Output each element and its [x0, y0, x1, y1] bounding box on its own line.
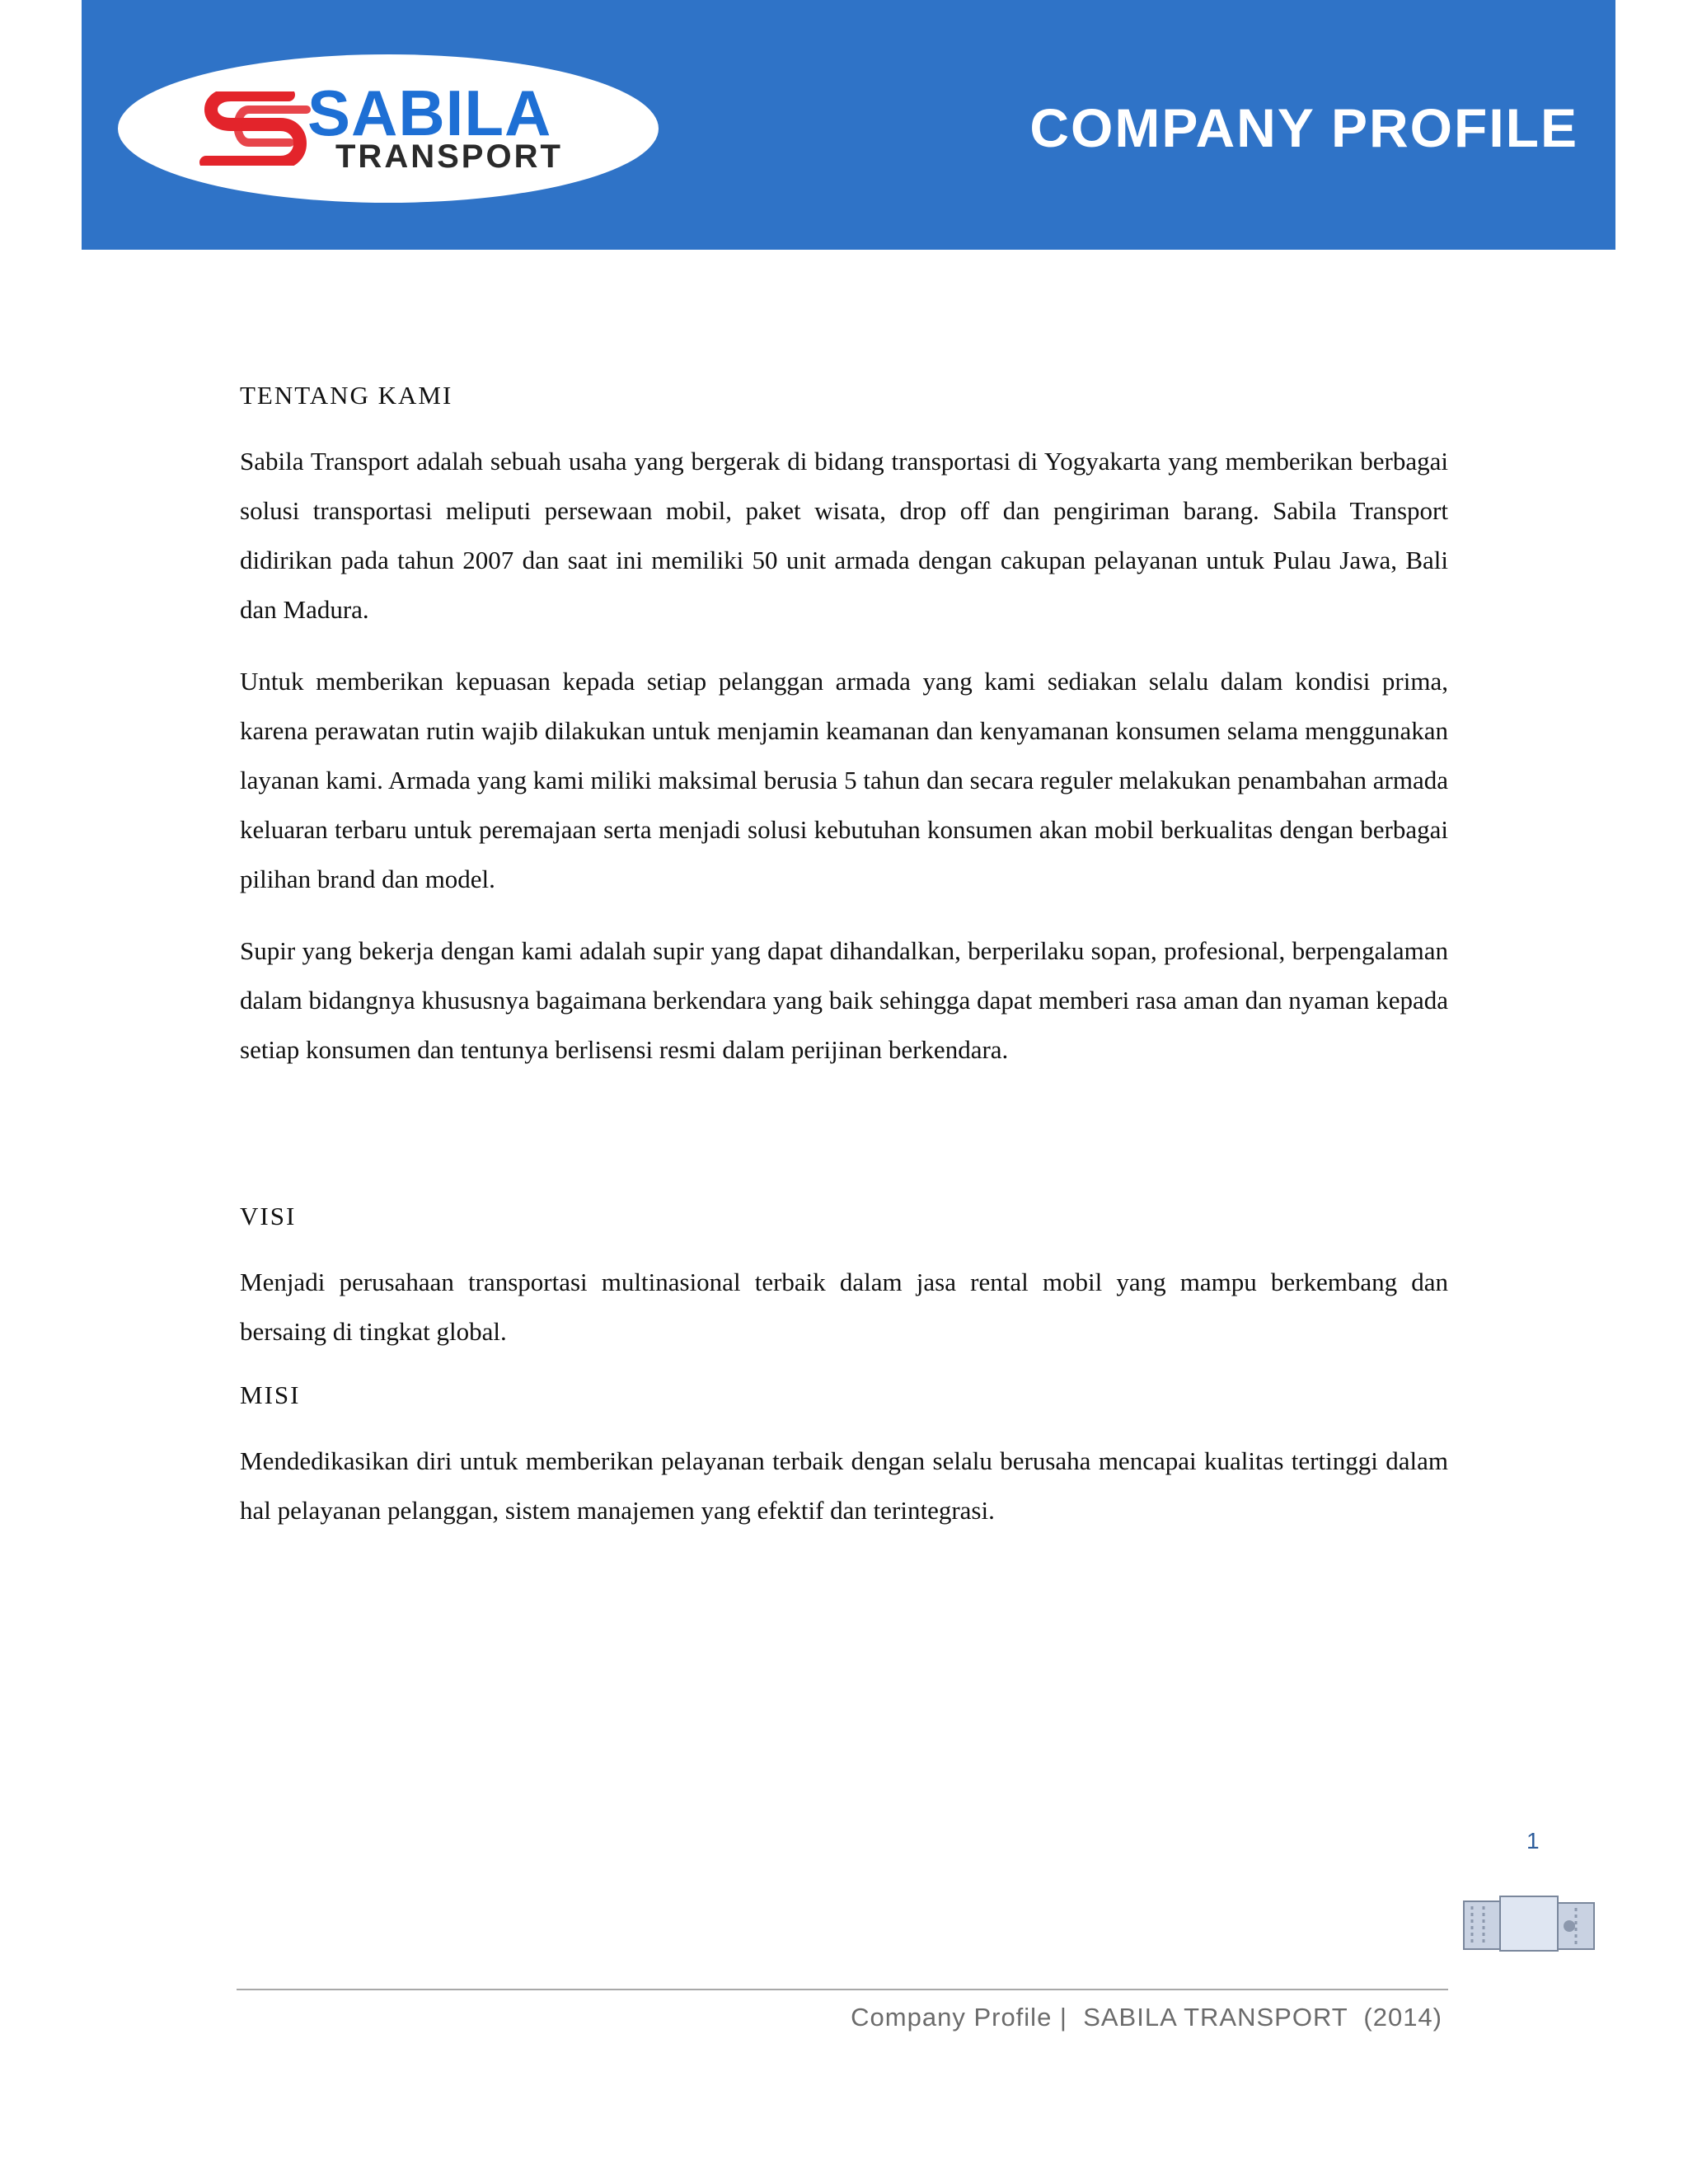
header-banner: [82, 0, 1615, 250]
footer-text: Company Profile | SABILA TRANSPORT (2014): [851, 2003, 1442, 2032]
logo-s-mark-icon: [198, 91, 313, 166]
vision-text: Menjadi perusahaan transportasi multinasional terbaik dalam jasa rental mobil yang mampu berkembang dan bersaing di tingkat global.: [240, 1268, 1448, 1346]
logo-subtitle: TRANSPORT: [335, 138, 563, 175]
about-paragraph-3: Supir yang bekerja dengan kami adalah supir yang dapat dihandalkan, berperilaku sopan, profesional, berpengalaman dalam bidangnya khususnya bagaimana berkendara yang baik sehingga dapat memberi rasa aman dan nyaman kepada setiap konsumen dan tentunya berlisensi resmi dalam perijinan berkendara.: [240, 936, 1448, 1064]
company-logo: [118, 54, 659, 203]
about-heading: TENTANG KAMI: [240, 381, 453, 410]
about-paragraph-1: Sabila Transport adalah sebuah usaha yang bergerak di bidang transportasi di Yogyakarta yang memberikan berbagai solusi transportasi meliputi persewaan mobil, paket wisata, drop off dan pengiriman barang. Sabila Transport didirikan pada tahun 2007 dan saat ini memiliki 50 unit armada dengan cakupan pelayanan untuk Pulau Jawa, Bali dan Madura.: [240, 447, 1448, 624]
mission-text: Mendedikasikan diri untuk memberikan pelayanan terbaik dengan selalu berusaha mencapai kualitas tertinggi dalam hal pelayanan pelanggan, sistem manajemen yang efektif dan terintegrasi.: [240, 1446, 1448, 1525]
footer-divider: [237, 1989, 1448, 1990]
logo-name: SABILA: [307, 77, 552, 149]
page-title: COMPANY PROFILE: [1029, 97, 1578, 158]
about-paragraph-2: Untuk memberikan kepuasan kepada setiap pelanggan armada yang kami sediakan selalu dalam kondisi prima, karena perawatan rutin wajib dilakukan untuk menjamin keamanan dan kenyamanan konsumen selama menggunakan layanan kami. Armada yang kami miliki maksimal berusia 5 tahun dan secara reguler melakukan penambahan armada keluaran terbaru untuk peremajaan serta menjadi solusi kebutuhan konsumen akan mobil berkualitas dengan berbagai pilihan brand dan model.: [240, 667, 1448, 893]
document-body: [240, 379, 1448, 1535]
page-number: 1: [1526, 1828, 1540, 1854]
mission-heading: MISI: [240, 1380, 301, 1409]
vision-heading: VISI: [240, 1202, 297, 1230]
footer-decoration-icon: [1462, 1895, 1596, 1954]
